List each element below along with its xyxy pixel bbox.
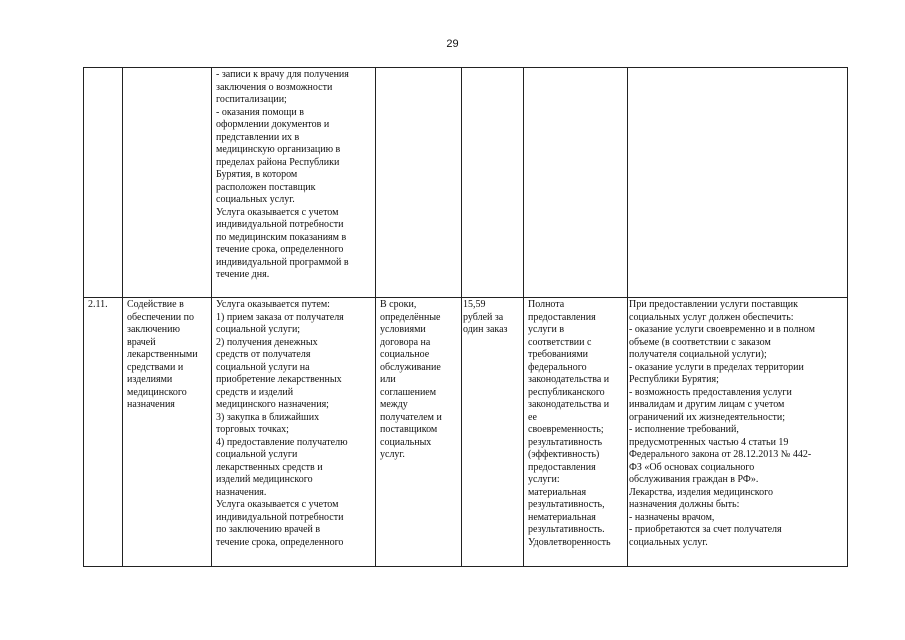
cell-description: - записи к врачу для получения заключения о возможности госпитализации; - оказания помощи в оформлении документов и представлении их в медицинскую организацию в пределах района Республики Бурятия, в котором расположен поставщик социальных услуг. Услуга оказывается с учетом индивидуальной потребности по медицинским показаниям в течение срока, определенного индивидуальной программой в течение дня. bbox=[212, 68, 376, 298]
cell-description: Услуга оказывается путем: 1) прием заказа от получателя социальной услуги; 2) получения денежных средств от получателя социальной услуги на приобретение лекарственных средств и изделий медицинского назначения; 3) закупка в ближайших торговых точках; 4) предоставление получателю социальной услуги лекарственных средств и изделий медицинского назначения. Услуга оказывается с учетом индивидуальной потребности по заключению врачей в течение срока, определенного bbox=[212, 298, 376, 567]
cell-conditions: При предоставлении услуги поставщик социальных услуг должен обеспечить: - оказание услуги своевременно и в полном объеме (в соответствии с заказом получателя социальной услуги); - оказание услуги в пределах территории Республики Бурятия; - возможность предоставления услуги инвалидам и другим лицам с учетом ограничений их жизнедеятельности; - исполнение требований, предусмотренных частью 4 статьи 19 Федерального закона от 28.12.2013 № 442- ФЗ «Об основах социального обслуживания граждан в РФ». Лекарства, изделия медицинского назначения должны быть: - назначены врачом, - приобретаются за счет получателя социальных услуг. bbox=[628, 298, 848, 567]
cell-terms bbox=[376, 68, 462, 298]
cell-tariff: 15,59 рублей за один заказ bbox=[462, 298, 524, 567]
table-row bbox=[84, 298, 848, 567]
table-row bbox=[84, 68, 848, 298]
cell-service-name: Содействие в обеспечении по заключению врачей лекарственными средствами и изделиями медицинского назначения bbox=[123, 298, 212, 567]
cell-indicators: Полнота предоставления услуги в соответствии с требованиями федерального законодательства и республиканского законодательства и ее своевременность; результативность (эффективность) предоставления услуги: материальная результативность, нематериальная результативность. Удовлетворенность bbox=[524, 298, 628, 567]
cell-tariff bbox=[462, 68, 524, 298]
cell-terms: В сроки, определённые условиями договора на социальное обслуживание или соглашением между получателем и поставщиком социальных услуг. bbox=[376, 298, 462, 567]
cell-indicators bbox=[524, 68, 628, 298]
services-table bbox=[83, 67, 848, 567]
cell-service-name bbox=[123, 68, 212, 298]
cell-number bbox=[84, 68, 123, 298]
cell-conditions bbox=[628, 68, 848, 298]
page-number: 29 bbox=[446, 38, 459, 50]
cell-number: 2.11. bbox=[84, 298, 123, 567]
